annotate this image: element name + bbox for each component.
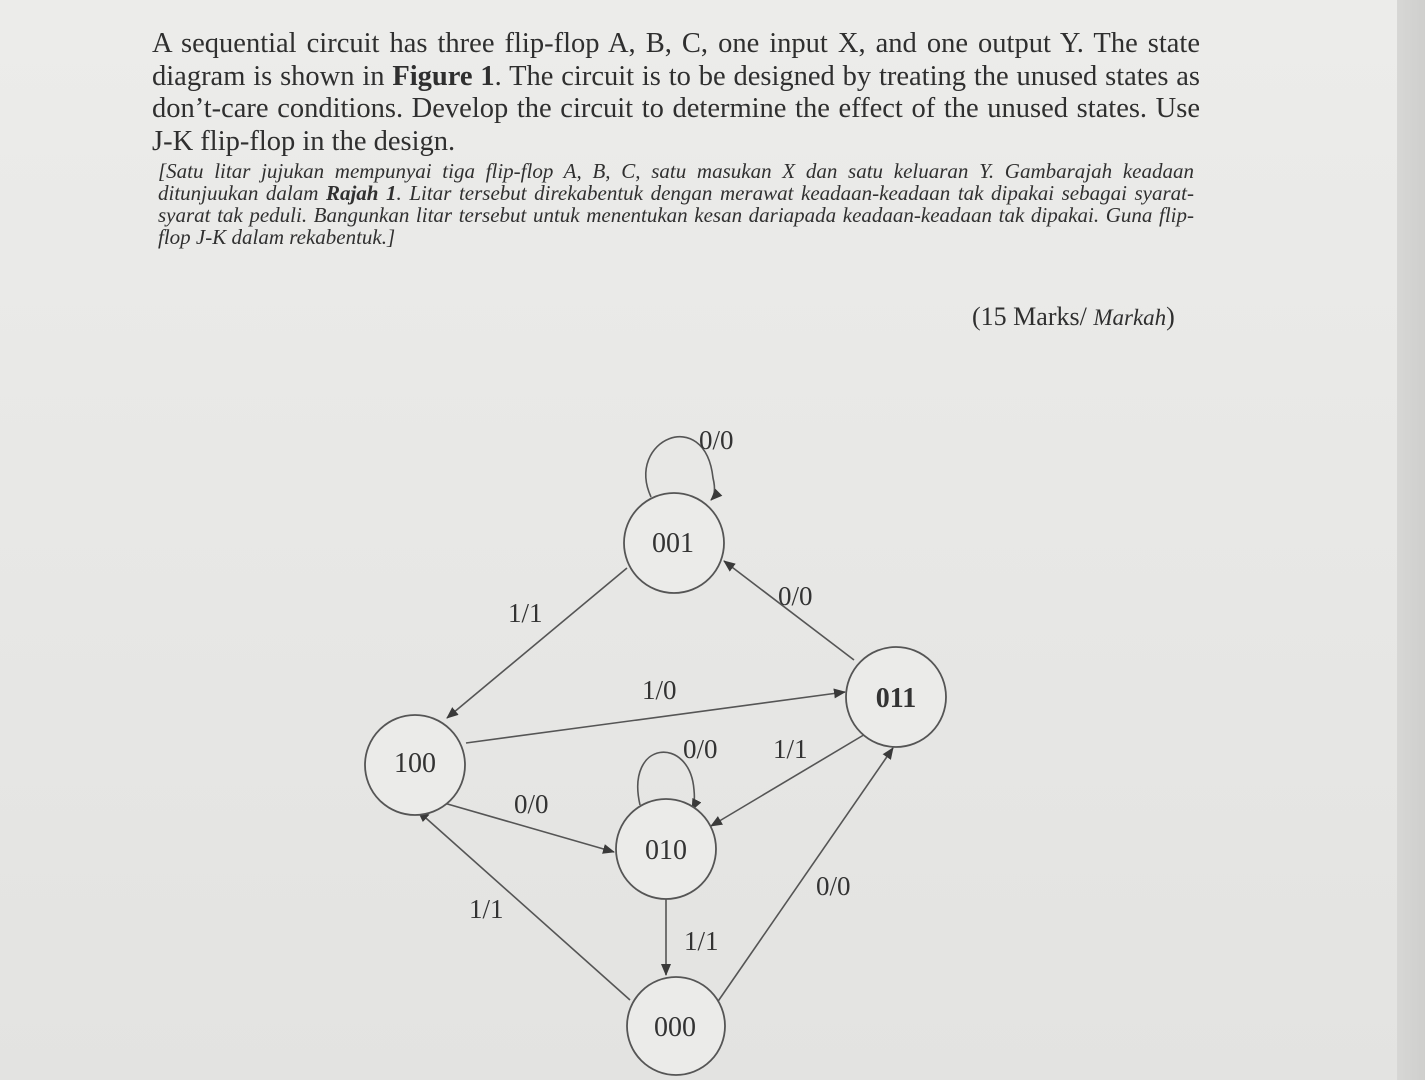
state-label-100: 100 — [394, 748, 436, 779]
transition-label-011-001: 0/0 — [778, 581, 813, 611]
marks-open: (15 Marks/ — [972, 302, 1094, 331]
translation-figure-reference: Rajah 1 — [325, 181, 397, 205]
figure-reference: Figure 1 — [392, 60, 495, 92]
transition-label-self-001: 0/0 — [699, 425, 734, 455]
transition-label-001-100: 1/1 — [508, 598, 543, 628]
edge-000-to-100 — [418, 811, 630, 1000]
transition-label-000-011: 0/0 — [816, 871, 851, 901]
transition-label-000-100: 1/1 — [469, 894, 504, 924]
transition-label-100-011: 1/0 — [642, 675, 677, 705]
edge-001-to-100 — [447, 568, 627, 718]
translation-intro: [Satu litar jujukan mempunyai tiga flip-flop A, B, C, satu masukan X dan satu keluaran Y. Gambarajah keadaan ditunjuukan dalam — [158, 159, 1194, 205]
question-body: . The circuit is to be designed by treating the unused states as don’t-care conditions. Develop the circuit to determine the effect of the unused states. Use J-K flip-flop in the design. — [152, 60, 1200, 157]
marks-malay: Markah — [1093, 305, 1167, 330]
question-intro: A sequential circuit has three flip-flop A, B, C, one input X, and one output Y. The state diagram is shown in — [152, 28, 1200, 92]
state-label-011: 011 — [875, 683, 917, 714]
state-label-000: 000 — [654, 1012, 696, 1043]
edge-000-to-011 — [712, 748, 893, 1010]
state-label-010: 010 — [645, 835, 687, 866]
transition-label-self-010: 0/0 — [683, 734, 718, 764]
translation-body: . Litar tersebut direkabentuk dengan merawat keadaan-keadaan tak dipakai sebagai syarat-syarat tak peduli. Bangunkan litar tersebut untuk menentukan kesan dariapada keadaan-keadaan tak dipakai. Guna flip-flop J-K dalam rekabentuk.] — [158, 181, 1194, 249]
transition-label-100-010: 0/0 — [514, 789, 549, 819]
state-label-001: 001 — [652, 528, 694, 559]
transition-label-011-010: 1/1 — [773, 734, 808, 764]
marks-close: ) — [1166, 302, 1175, 331]
transition-label-010-000: 1/1 — [684, 926, 719, 956]
